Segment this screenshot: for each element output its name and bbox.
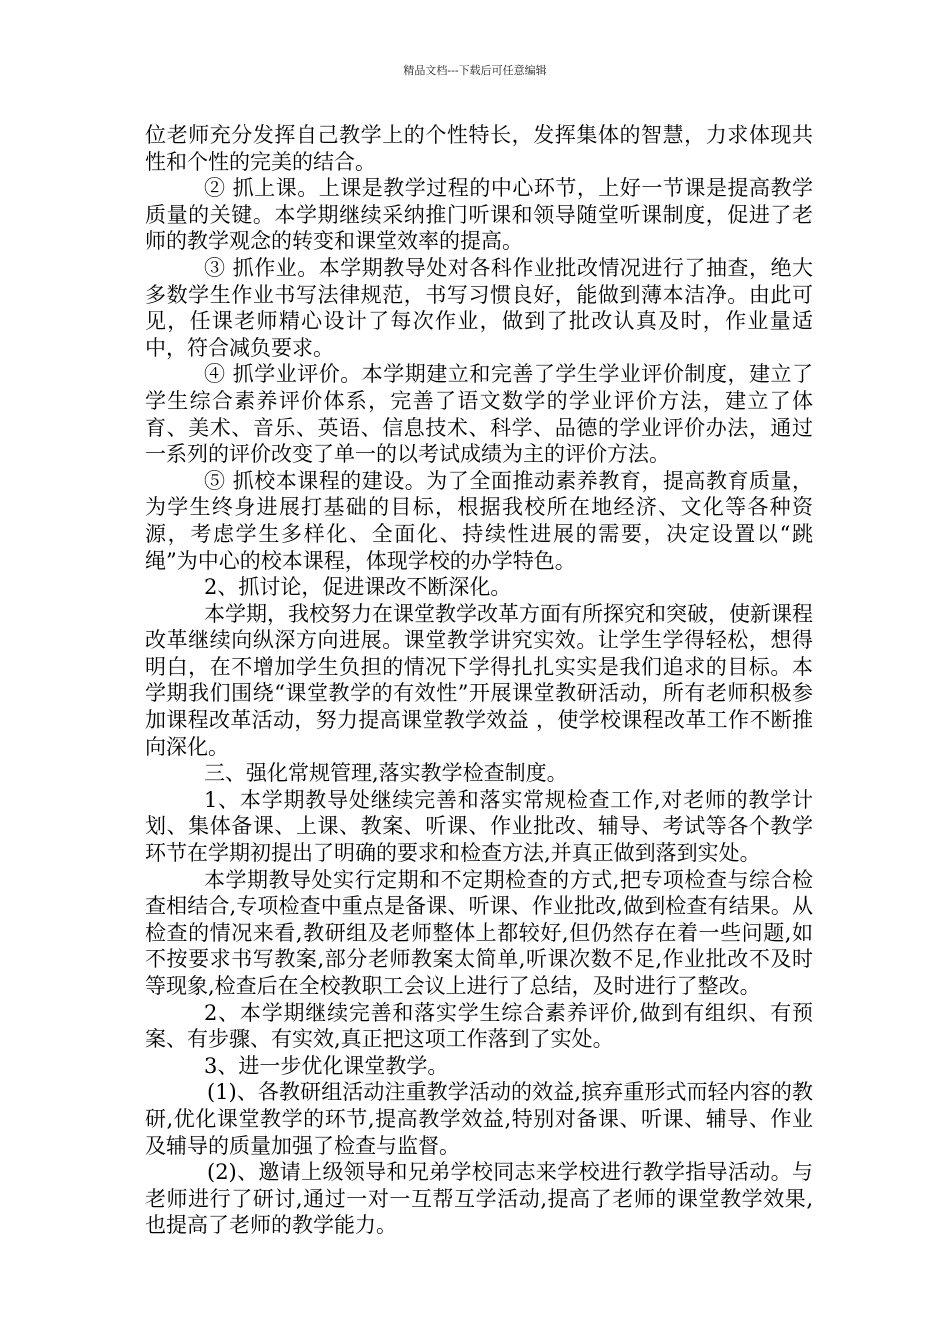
paragraph-11: 2、本学期继续完善和落实学生综合素养评价,做到有组织、有预案、有步骤、有实效,真正把这项工作落到了实处。 [145, 1000, 813, 1052]
paragraph-3: ③ 抓作业。本学期教导处对各科作业批改情况进行了抽查，绝大多数学生作业书写法律规范，书写习惯良好，能做到薄本洁净。由此可见，任课老师精心设计了每次作业，做到了批改认真及时，作业量适中，符合减负要求。 [145, 255, 813, 360]
paragraph-5: ⑤ 抓校本课程的建设。为了全面推动素养教育，提高教育质量，为学生终身进展打基础的目标，根据我校所在地经济、文化等各种资源，考虑学生多样化、全面化、持续性进展的需要，决定设置以“跳绳”为中心的校本课程，体现学校的办学特色。 [145, 468, 813, 573]
paragraph-9: 1、本学期教导处继续完善和落实常规检查工作,对老师的教学计划、集体备课、上课、教案、听课、作业批改、辅导、考试等各个教学环节在学期初提出了明确的要求和检查方法,并真正做到落到实处。 [145, 787, 813, 866]
paragraph-7: 本学期，我校努力在课堂教学改革方面有所探究和突破，使新课程改革继续向纵深方向进展。课堂教学讲究实效。让学生学得轻松，想得明白，在不增加学生负担的情况下学得扎扎实实是我们追求的目标。本学期我们围绕“课堂教学的有效性”开展课堂教研活动，所有老师积极参加课程改革活动，努力提高课堂教学效益 ，使学校课程改革工作不断推向深化。 [145, 601, 813, 759]
paragraph-10: 本学期教导处实行定期和不定期检查的方式,把专项检查与综合检查相结合,专项检查中重点是备课、听课、作业批改,做到检查有结果。从检查的情况来看,教研组及老师整体上都较好,但仍然存在着一些问题,如不按要求书写教案,部分老师教案太简单,听课次数不足,作业批改不及时等现象,检查后在全校教职工会议上进行了总结，及时进行了整改。 [145, 867, 813, 998]
paragraph-8: 三、强化常规管理,落实教学检查制度。 [204, 761, 568, 786]
paragraph-12: 3、进一步优化课堂教学。 [204, 1053, 449, 1078]
page-header: 精品文档---下载后可任意编辑 [403, 64, 547, 77]
paragraph-4: ④ 抓学业评价。本学期建立和完善了学生学业评价制度，建立了学生综合素养评价体系，完善了语文数学的学业评价方法，建立了体育、美术、音乐、英语、信息技术、科学、品德的学业评价办法，通过一系列的评价改变了单一的以考试成绩为主的评价方法。 [145, 362, 813, 467]
paragraph-14: (2)、邀请上级领导和兄弟学校同志来学校进行教学指导活动。与老师进行了研讨,通过一对一互帮互学活动,提高了老师的课堂教学效果,也提高了老师的教学能力。 [145, 1160, 813, 1238]
paragraph-1: 位老师充分发挥自己教学上的个性特长，发挥集体的智慧，力求体现共性和个性的完美的结合。 [145, 123, 813, 174]
paragraph-13: (1)、各教研组活动注重教学活动的效益,摈弃重形式而轻内容的教研,优化课堂教学的环节,提高教学效益,特别对备课、听课、辅导、作业及辅导的质量加强了检查与监督。 [145, 1080, 813, 1158]
paragraph-6: 2、抓讨论，促进课改不断深化。 [204, 575, 512, 600]
document-body [145, 122, 813, 1239]
paragraph-2: ② 抓上课。上课是教学过程的中心环节，上好一节课是提高教学质量的关键。本学期继续采纳推门听课和领导随堂听课制度，促进了老师的教学观念的转变和课堂效率的提高。 [145, 176, 813, 254]
